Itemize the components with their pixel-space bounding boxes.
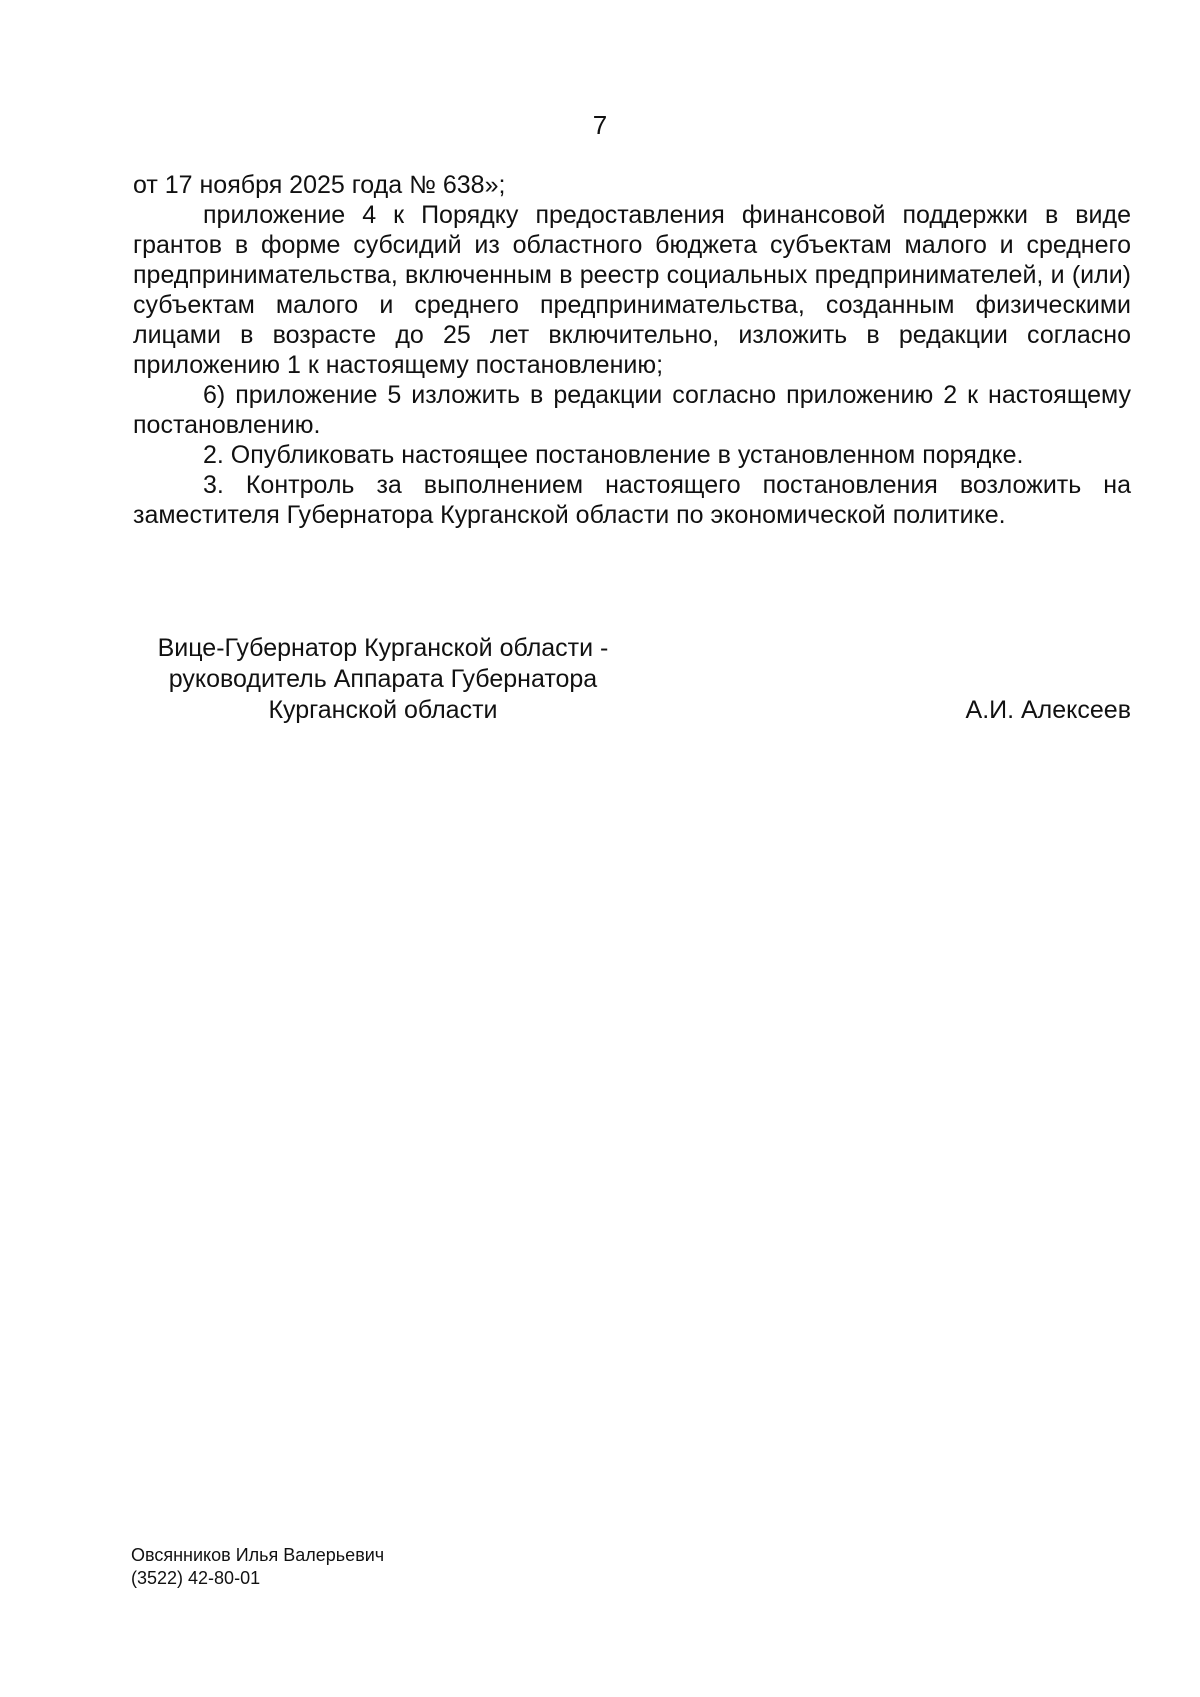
paragraph-item-2: 2. Опубликовать настоящее постановление в установленном порядке. [203, 441, 1024, 469]
document-body [133, 170, 1131, 530]
signer-position-line: Вице-Губернатор Курганской области - [157, 634, 609, 662]
paragraph-item-6: 6) приложение 5 изложить в редакции согласно приложению 2 к настоящему постановлению. [133, 381, 1131, 439]
signer-position [133, 633, 633, 726]
signature-block [133, 633, 1131, 743]
executor-name: Овсянников Илья Валерьевич [131, 1545, 385, 1565]
signer-name: А.И. Алексеев [965, 696, 1131, 724]
signer-position-line: Курганской области [268, 696, 498, 724]
executor-phone: (3522) 42-80-01 [131, 1568, 261, 1588]
paragraph-appendix-4: приложение 4 к Порядку предоставления финансовой поддержки в виде грантов в форме субсидий из областного бюджета субъектам малого и среднего предпринимательства, включенным в реестр социальных предпринимателей, и (или) субъектам малого и среднего предпринимательства, созданным физическими лицами в возрасте до 25 лет включительно, изложить в редакции согласно приложению 1 к настоящему постановлению; [133, 201, 1131, 379]
executor-info [131, 1544, 384, 1590]
page-number: 7 [592, 110, 608, 140]
paragraph-item-3: 3. Контроль за выполнением настоящего постановления возложить на заместителя Губернатора Курганской области по экономической политике. [133, 471, 1131, 529]
signer-position-line: руководитель Аппарата Губернатора [168, 665, 598, 693]
paragraph-reference-line: от 17 ноября 2025 года № 638»; [133, 171, 506, 199]
